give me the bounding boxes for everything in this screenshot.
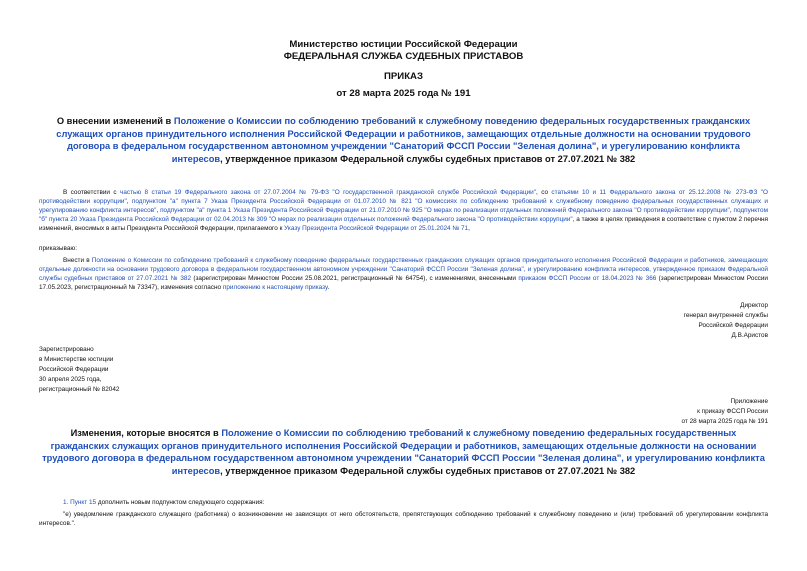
registration-line: Зарегистрировано bbox=[39, 346, 94, 353]
preamble-link-law-79fz[interactable]: частью 8 статьи 19 Федерального закона от 27.07.2004 № 79-ФЗ "О государственной гражданской службе Российской Федерации" bbox=[120, 189, 537, 196]
body-text: . bbox=[327, 284, 330, 292]
title-prefix: О внесении изменений в bbox=[56, 116, 174, 126]
changes-title-suffix: , утвержденное приказом Федеральной службы судебных приставов от 27.07.2021 № 382 bbox=[220, 465, 636, 476]
preamble-text: , bbox=[126, 198, 132, 206]
appendix-line: от 28 марта 2025 года № 191 bbox=[681, 418, 768, 425]
registration-line: регистрационный № 82042 bbox=[39, 386, 120, 393]
signature-line: Российской Федерации bbox=[698, 322, 768, 329]
preamble-link-decree-309[interactable]: подпунктом "б" пункта 20 Указа Президента Российской Федерации от 02.04.2013 № 309 "О мерах по реализации отдельных положений Федерального закона "О противодействии коррупции" bbox=[39, 207, 768, 224]
doc-type: ПРИКАЗ bbox=[384, 71, 423, 82]
signature-line: генерал внутренней службы bbox=[683, 312, 768, 319]
title-suffix: , утвержденное приказом Федеральной службы судебных приставов от 27.07.2021 № 382 bbox=[220, 153, 636, 164]
doc-date-number: от 28 марта 2025 года № 191 bbox=[336, 88, 471, 99]
body-text: Внести в bbox=[63, 257, 92, 264]
body-link-order-366[interactable]: приказом ФССП России от 18.04.2023 № 366 bbox=[518, 275, 657, 283]
ministry-name: Министерство юстиции Российской Федерации bbox=[289, 39, 518, 50]
body-link-appendix[interactable]: приложению к настоящему приказу bbox=[222, 284, 328, 292]
body-link-regulation[interactable]: Положение о Комиссии по соблюдению требований к служебному поведению федеральных государственных гражданских служащих органов принудительного исполнения Российской Федерации и работников, замещающих отдельные должности на основании трудового договора в федеральном государственном автономном учреждении "Санаторий ФССП России "Зеленая долина", и урегулированию конфликта интересов, утвержденное приказом Федеральной службы судебных приставов от 27.07.2021 № 382 bbox=[39, 257, 769, 283]
signature-block bbox=[560, 301, 768, 341]
preamble-link-law-273fz[interactable]: статьями 10 и 11 Федерального закона от 25.12.2008 № 273-ФЗ "О противодействии коррупции" bbox=[39, 189, 769, 206]
registration-line: в Министерстве юстиции bbox=[39, 356, 114, 363]
appendix-block bbox=[560, 397, 768, 427]
registration-line: Российской Федерации bbox=[39, 366, 109, 373]
preamble-text: , bbox=[729, 207, 734, 215]
item1-text: дополнить новым подпунктом следующего содержания: bbox=[96, 499, 265, 506]
changes-title bbox=[42, 427, 765, 477]
doc-title bbox=[42, 115, 765, 165]
appendix-line: Приложение bbox=[730, 398, 768, 405]
body-paragraph bbox=[39, 256, 768, 292]
body-text: (зарегистрирован Минюстом России 17.05.2023, регистрационный № 73347), изменения согласно bbox=[39, 275, 768, 292]
body-text: (зарегистрирован Минюстом России 25.08.2021, регистрационный № 64754), с изменениями, внесенными bbox=[191, 275, 519, 283]
document-header bbox=[0, 39, 807, 63]
service-name: ФЕДЕРАЛЬНАЯ СЛУЖБА СУДЕБНЫХ ПРИСТАВОВ bbox=[283, 51, 524, 62]
preamble-text: , а также в целях приведения в соответствие с пунктом 2 перечня изменений, вносимых в акты Президента Российской Федерации, прилагаемого к bbox=[39, 216, 769, 233]
preamble-link-decree-71[interactable]: Указу Президента Российской Федерации от 25.01.2024 № 71 bbox=[284, 225, 469, 233]
signature-line: Д.В.Аристов bbox=[731, 332, 768, 339]
order-word: приказываю: bbox=[39, 245, 77, 252]
registration-line: 30 апреля 2025 года, bbox=[39, 376, 102, 383]
changes-title-link[interactable]: Положение о Комиссии по соблюдению требований к служебному поведению федеральных государственных гражданских служащих органов принудительного исполнения Российской Федерации и работников, замещающих отдельные должности на основании трудового договора в федеральном государственном автономном учреждении "Санаторий ФССП России "Зеленая долина", и урегулированию конфликта интересов bbox=[42, 428, 765, 476]
signature-line: Директор bbox=[740, 302, 768, 309]
preamble-text: , со bbox=[536, 189, 552, 196]
changes-title-prefix: Изменения, которые вносятся в bbox=[70, 428, 222, 438]
preamble-link-decree-925[interactable]: подпунктом "а" пункта 1 Указа Президента Российской Федерации от 21.07.2010 № 925 "О мерах по реализации отдельных положений Федерального закона "О противодействии коррупции" bbox=[160, 207, 730, 215]
item1-link[interactable]: 1. Пункт 15 bbox=[63, 499, 97, 506]
item1-quote: "е) уведомление гражданского служащего (работника) о возникновении не зависящих от него обстоятельств, препятствующих соблюдению требований к служебному поведению и (или) требований об урегулировании конфликта интересов.". bbox=[39, 511, 768, 528]
preamble-text: , bbox=[156, 207, 161, 215]
preamble-paragraph bbox=[39, 188, 768, 233]
preamble-link-decree-821[interactable]: подпунктом "а" пункта 7 Указа Президента Российской Федерации от 01.07.2010 № 821 "О комиссиях по соблюдению требований к служебному поведению федеральных государственных служащих и урегулированию конфликта интересов" bbox=[39, 198, 768, 215]
title-link[interactable]: Положение о Комиссии по соблюдению требований к служебному поведению федеральных государственных гражданских служащих органов принудительного исполнения Российской Федерации и работников, замещающих отдельные должности на основании трудового договора в федеральном государственном автономном учреждении "Санаторий ФССП России "Зеленая долина", и урегулированию конфликта интересов bbox=[56, 116, 751, 164]
preamble-text: В соответствии с bbox=[63, 189, 121, 196]
registration-block bbox=[39, 345, 239, 395]
appendix-line: к приказу ФССП России bbox=[697, 408, 768, 415]
preamble-text: , bbox=[468, 225, 470, 233]
change-item-1 bbox=[63, 498, 768, 507]
